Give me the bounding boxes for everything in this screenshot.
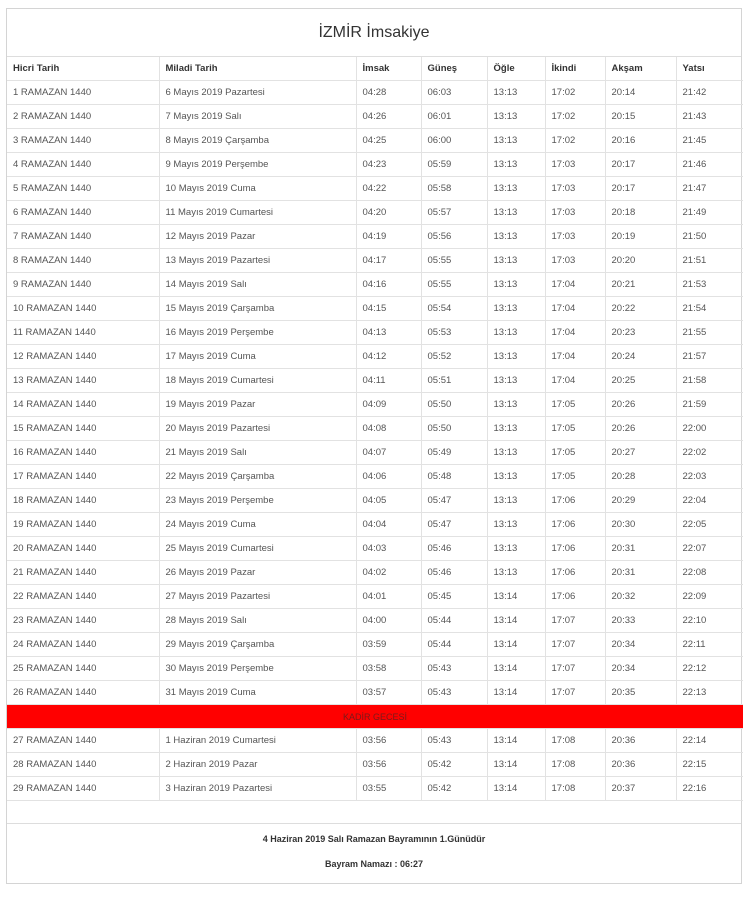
cell-gunes: 05:43 [421,681,487,705]
cell-aksam: 20:32 [605,585,676,609]
cell-ikindi: 17:06 [545,489,605,513]
cell-ogle: 13:14 [487,609,545,633]
cell-miladi-tarih: 23 Mayıs 2019 Perşembe [159,489,356,513]
cell-imsak: 04:13 [356,321,421,345]
cell-ikindi: 17:05 [545,441,605,465]
cell-imsak: 04:20 [356,201,421,225]
cell-ikindi: 17:04 [545,345,605,369]
cell-hicri-tarih: 14 RAMAZAN 1440 [7,393,159,417]
cell-ogle: 13:13 [487,441,545,465]
bayram-note: 4 Haziran 2019 Salı Ramazan Bayramının 1.Günüdür [262,834,486,844]
table-body [7,81,743,801]
cell-aksam: 20:31 [605,537,676,561]
cell-ogle: 13:14 [487,681,545,705]
cell-gunes: 05:57 [421,201,487,225]
table-row [7,465,743,489]
cell-miladi-tarih: 31 Mayıs 2019 Cuma [159,681,356,705]
column-header-yatsi: Yatsı [676,57,743,81]
cell-hicri-tarih: 3 RAMAZAN 1440 [7,129,159,153]
table-row [7,345,743,369]
cell-ikindi: 17:06 [545,537,605,561]
cell-ogle: 13:13 [487,129,545,153]
cell-ikindi: 17:07 [545,681,605,705]
cell-hicri-tarih: 18 RAMAZAN 1440 [7,489,159,513]
cell-aksam: 20:36 [605,753,676,777]
cell-miladi-tarih: 21 Mayıs 2019 Salı [159,441,356,465]
cell-ikindi: 17:04 [545,321,605,345]
cell-aksam: 20:28 [605,465,676,489]
cell-gunes: 05:46 [421,561,487,585]
cell-ogle: 13:13 [487,225,545,249]
cell-aksam: 20:16 [605,129,676,153]
cell-ogle: 13:13 [487,321,545,345]
cell-ogle: 13:13 [487,465,545,489]
cell-hicri-tarih: 20 RAMAZAN 1440 [7,537,159,561]
cell-yatsi: 21:51 [676,249,743,273]
cell-gunes: 05:55 [421,249,487,273]
cell-miladi-tarih: 7 Mayıs 2019 Salı [159,105,356,129]
column-header-ikindi: İkindi [545,57,605,81]
table-row [7,441,743,465]
cell-hicri-tarih: 22 RAMAZAN 1440 [7,585,159,609]
cell-ogle: 13:13 [487,201,545,225]
page-title: İZMİR İmsakiye [7,9,741,57]
cell-ikindi: 17:02 [545,129,605,153]
cell-miladi-tarih: 22 Mayıs 2019 Çarşamba [159,465,356,489]
cell-yatsi: 21:46 [676,153,743,177]
cell-ikindi: 17:03 [545,201,605,225]
cell-yatsi: 22:08 [676,561,743,585]
cell-ogle: 13:13 [487,417,545,441]
table-row [7,105,743,129]
cell-miladi-tarih: 2 Haziran 2019 Pazar [159,753,356,777]
table-row [7,561,743,585]
cell-yatsi: 21:59 [676,393,743,417]
imsakiye-table [7,57,743,801]
table-row [7,297,743,321]
cell-aksam: 20:37 [605,777,676,801]
cell-miladi-tarih: 18 Mayıs 2019 Cumartesi [159,369,356,393]
cell-imsak: 04:12 [356,345,421,369]
cell-ogle: 13:13 [487,105,545,129]
cell-gunes: 05:58 [421,177,487,201]
cell-imsak: 04:26 [356,105,421,129]
cell-imsak: 04:01 [356,585,421,609]
cell-gunes: 05:45 [421,585,487,609]
cell-imsak: 04:22 [356,177,421,201]
cell-aksam: 20:29 [605,489,676,513]
cell-ikindi: 17:02 [545,105,605,129]
cell-yatsi: 22:14 [676,729,743,753]
cell-gunes: 05:47 [421,489,487,513]
cell-ikindi: 17:08 [545,729,605,753]
cell-hicri-tarih: 23 RAMAZAN 1440 [7,609,159,633]
cell-aksam: 20:19 [605,225,676,249]
cell-gunes: 06:03 [421,81,487,105]
cell-ikindi: 17:08 [545,777,605,801]
cell-yatsi: 22:11 [676,633,743,657]
cell-aksam: 20:26 [605,393,676,417]
cell-imsak: 04:25 [356,129,421,153]
table-row [7,633,743,657]
cell-hicri-tarih: 5 RAMAZAN 1440 [7,177,159,201]
cell-hicri-tarih: 27 RAMAZAN 1440 [7,729,159,753]
cell-miladi-tarih: 8 Mayıs 2019 Çarşamba [159,129,356,153]
cell-miladi-tarih: 14 Mayıs 2019 Salı [159,273,356,297]
table-row [7,537,743,561]
cell-aksam: 20:36 [605,729,676,753]
cell-yatsi: 21:54 [676,297,743,321]
cell-aksam: 20:31 [605,561,676,585]
cell-imsak: 04:07 [356,441,421,465]
cell-yatsi: 21:57 [676,345,743,369]
column-header-aksam: Akşam [605,57,676,81]
cell-imsak: 04:03 [356,537,421,561]
cell-ikindi: 17:04 [545,369,605,393]
cell-miladi-tarih: 15 Mayıs 2019 Çarşamba [159,297,356,321]
cell-miladi-tarih: 26 Mayıs 2019 Pazar [159,561,356,585]
cell-yatsi: 22:16 [676,777,743,801]
cell-hicri-tarih: 11 RAMAZAN 1440 [7,321,159,345]
cell-miladi-tarih: 9 Mayıs 2019 Perşembe [159,153,356,177]
cell-ogle: 13:14 [487,585,545,609]
cell-imsak: 03:58 [356,657,421,681]
cell-ogle: 13:13 [487,561,545,585]
cell-gunes: 05:44 [421,633,487,657]
cell-yatsi: 22:04 [676,489,743,513]
cell-hicri-tarih: 6 RAMAZAN 1440 [7,201,159,225]
cell-gunes: 05:42 [421,777,487,801]
cell-miladi-tarih: 11 Mayıs 2019 Cumartesi [159,201,356,225]
cell-miladi-tarih: 30 Mayıs 2019 Perşembe [159,657,356,681]
cell-miladi-tarih: 3 Haziran 2019 Pazartesi [159,777,356,801]
cell-hicri-tarih: 15 RAMAZAN 1440 [7,417,159,441]
cell-hicri-tarih: 7 RAMAZAN 1440 [7,225,159,249]
cell-hicri-tarih: 9 RAMAZAN 1440 [7,273,159,297]
table-row [7,513,743,537]
imsakiye-panel [6,8,742,884]
cell-gunes: 05:44 [421,609,487,633]
cell-aksam: 20:17 [605,177,676,201]
cell-imsak: 04:00 [356,609,421,633]
cell-hicri-tarih: 26 RAMAZAN 1440 [7,681,159,705]
column-header-ogle: Öğle [487,57,545,81]
cell-ikindi: 17:07 [545,609,605,633]
cell-imsak: 03:56 [356,753,421,777]
cell-hicri-tarih: 28 RAMAZAN 1440 [7,753,159,777]
cell-ogle: 13:14 [487,777,545,801]
cell-miladi-tarih: 20 Mayıs 2019 Pazartesi [159,417,356,441]
cell-gunes: 05:43 [421,729,487,753]
cell-imsak: 04:16 [356,273,421,297]
cell-miladi-tarih: 10 Mayıs 2019 Cuma [159,177,356,201]
cell-imsak: 04:08 [356,417,421,441]
cell-yatsi: 22:12 [676,657,743,681]
table-row [7,681,743,705]
cell-imsak: 04:28 [356,81,421,105]
cell-yatsi: 22:15 [676,753,743,777]
cell-ogle: 13:13 [487,345,545,369]
cell-imsak: 03:59 [356,633,421,657]
cell-yatsi: 21:42 [676,81,743,105]
kadir-gecesi-row [7,705,743,729]
cell-miladi-tarih: 28 Mayıs 2019 Salı [159,609,356,633]
footer [7,834,741,869]
cell-yatsi: 21:50 [676,225,743,249]
cell-ogle: 13:13 [487,81,545,105]
cell-ogle: 13:14 [487,633,545,657]
cell-aksam: 20:15 [605,105,676,129]
cell-gunes: 05:55 [421,273,487,297]
cell-ogle: 13:13 [487,297,545,321]
table-row [7,729,743,753]
divider [7,801,741,824]
cell-ogle: 13:13 [487,249,545,273]
cell-imsak: 04:15 [356,297,421,321]
table-header [7,57,743,81]
cell-aksam: 20:24 [605,345,676,369]
table-row [7,393,743,417]
cell-hicri-tarih: 17 RAMAZAN 1440 [7,465,159,489]
cell-imsak: 04:02 [356,561,421,585]
cell-miladi-tarih: 25 Mayıs 2019 Cumartesi [159,537,356,561]
cell-miladi-tarih: 17 Mayıs 2019 Cuma [159,345,356,369]
cell-ogle: 13:13 [487,273,545,297]
cell-hicri-tarih: 8 RAMAZAN 1440 [7,249,159,273]
cell-aksam: 20:23 [605,321,676,345]
cell-hicri-tarih: 29 RAMAZAN 1440 [7,777,159,801]
cell-gunes: 05:56 [421,225,487,249]
cell-gunes: 05:54 [421,297,487,321]
cell-aksam: 20:22 [605,297,676,321]
cell-ogle: 13:14 [487,753,545,777]
cell-hicri-tarih: 21 RAMAZAN 1440 [7,561,159,585]
cell-yatsi: 21:55 [676,321,743,345]
cell-imsak: 04:11 [356,369,421,393]
cell-gunes: 05:49 [421,441,487,465]
cell-ikindi: 17:03 [545,249,605,273]
cell-aksam: 20:25 [605,369,676,393]
table-row [7,249,743,273]
cell-yatsi: 22:10 [676,609,743,633]
cell-ogle: 13:14 [487,657,545,681]
bayram-namazi: Bayram Namazı : 06:27 [324,859,424,869]
cell-hicri-tarih: 4 RAMAZAN 1440 [7,153,159,177]
cell-gunes: 05:53 [421,321,487,345]
cell-gunes: 05:50 [421,417,487,441]
kadir-gecesi-label: KADİR GECESİ [7,705,743,729]
column-header-imsak: İmsak [356,57,421,81]
cell-ikindi: 17:06 [545,585,605,609]
cell-ogle: 13:13 [487,489,545,513]
column-header-hicri-tarih: Hicri Tarih [7,57,159,81]
table-row [7,129,743,153]
cell-gunes: 06:01 [421,105,487,129]
table-row [7,489,743,513]
table-row [7,585,743,609]
cell-yatsi: 22:07 [676,537,743,561]
cell-miladi-tarih: 12 Mayıs 2019 Pazar [159,225,356,249]
cell-ogle: 13:14 [487,729,545,753]
cell-aksam: 20:18 [605,201,676,225]
table-row [7,657,743,681]
cell-yatsi: 22:05 [676,513,743,537]
cell-ogle: 13:13 [487,177,545,201]
cell-miladi-tarih: 6 Mayıs 2019 Pazartesi [159,81,356,105]
cell-aksam: 20:30 [605,513,676,537]
table-row [7,777,743,801]
cell-yatsi: 22:13 [676,681,743,705]
cell-ikindi: 17:05 [545,417,605,441]
cell-aksam: 20:35 [605,681,676,705]
cell-imsak: 03:57 [356,681,421,705]
cell-ikindi: 17:06 [545,561,605,585]
cell-imsak: 03:55 [356,777,421,801]
cell-gunes: 06:00 [421,129,487,153]
cell-aksam: 20:26 [605,417,676,441]
cell-miladi-tarih: 19 Mayıs 2019 Pazar [159,393,356,417]
cell-ikindi: 17:04 [545,297,605,321]
cell-gunes: 05:51 [421,369,487,393]
table-row [7,201,743,225]
cell-yatsi: 21:43 [676,105,743,129]
cell-gunes: 05:43 [421,657,487,681]
cell-miladi-tarih: 24 Mayıs 2019 Cuma [159,513,356,537]
cell-aksam: 20:17 [605,153,676,177]
column-header-gunes: Güneş [421,57,487,81]
header-row [7,57,743,81]
cell-yatsi: 22:00 [676,417,743,441]
cell-ogle: 13:13 [487,393,545,417]
cell-hicri-tarih: 16 RAMAZAN 1440 [7,441,159,465]
cell-ogle: 13:13 [487,513,545,537]
table-row [7,369,743,393]
cell-miladi-tarih: 13 Mayıs 2019 Pazartesi [159,249,356,273]
cell-ikindi: 17:03 [545,225,605,249]
cell-hicri-tarih: 13 RAMAZAN 1440 [7,369,159,393]
cell-imsak: 04:04 [356,513,421,537]
cell-miladi-tarih: 27 Mayıs 2019 Pazartesi [159,585,356,609]
cell-miladi-tarih: 16 Mayıs 2019 Perşembe [159,321,356,345]
cell-hicri-tarih: 24 RAMAZAN 1440 [7,633,159,657]
cell-yatsi: 22:02 [676,441,743,465]
table-row [7,225,743,249]
cell-ikindi: 17:04 [545,273,605,297]
cell-imsak: 04:06 [356,465,421,489]
cell-ikindi: 17:07 [545,633,605,657]
cell-aksam: 20:33 [605,609,676,633]
cell-ikindi: 17:07 [545,657,605,681]
cell-hicri-tarih: 19 RAMAZAN 1440 [7,513,159,537]
cell-imsak: 03:56 [356,729,421,753]
cell-yatsi: 21:53 [676,273,743,297]
cell-aksam: 20:20 [605,249,676,273]
table-row [7,417,743,441]
cell-ogle: 13:13 [487,369,545,393]
cell-yatsi: 22:03 [676,465,743,489]
cell-hicri-tarih: 2 RAMAZAN 1440 [7,105,159,129]
cell-ikindi: 17:08 [545,753,605,777]
cell-imsak: 04:19 [356,225,421,249]
cell-aksam: 20:14 [605,81,676,105]
cell-ikindi: 17:06 [545,513,605,537]
cell-ogle: 13:13 [487,153,545,177]
cell-gunes: 05:48 [421,465,487,489]
cell-gunes: 05:50 [421,393,487,417]
cell-yatsi: 21:45 [676,129,743,153]
cell-ogle: 13:13 [487,537,545,561]
table-row [7,609,743,633]
cell-gunes: 05:52 [421,345,487,369]
column-header-miladi-tarih: Miladi Tarih [159,57,356,81]
cell-imsak: 04:17 [356,249,421,273]
cell-hicri-tarih: 25 RAMAZAN 1440 [7,657,159,681]
cell-miladi-tarih: 29 Mayıs 2019 Çarşamba [159,633,356,657]
cell-yatsi: 21:49 [676,201,743,225]
cell-ikindi: 17:05 [545,393,605,417]
cell-aksam: 20:34 [605,657,676,681]
cell-ikindi: 17:03 [545,177,605,201]
table-row [7,153,743,177]
cell-gunes: 05:47 [421,513,487,537]
cell-ikindi: 17:05 [545,465,605,489]
cell-hicri-tarih: 10 RAMAZAN 1440 [7,297,159,321]
cell-yatsi: 21:58 [676,369,743,393]
cell-imsak: 04:09 [356,393,421,417]
cell-gunes: 05:59 [421,153,487,177]
cell-hicri-tarih: 1 RAMAZAN 1440 [7,81,159,105]
table-row [7,321,743,345]
cell-gunes: 05:42 [421,753,487,777]
cell-ikindi: 17:03 [545,153,605,177]
cell-miladi-tarih: 1 Haziran 2019 Cumartesi [159,729,356,753]
table-row [7,81,743,105]
cell-imsak: 04:05 [356,489,421,513]
cell-hicri-tarih: 12 RAMAZAN 1440 [7,345,159,369]
cell-yatsi: 22:09 [676,585,743,609]
table-row [7,753,743,777]
cell-gunes: 05:46 [421,537,487,561]
table-row [7,273,743,297]
table-row [7,177,743,201]
cell-yatsi: 21:47 [676,177,743,201]
cell-ikindi: 17:02 [545,81,605,105]
cell-aksam: 20:27 [605,441,676,465]
cell-aksam: 20:21 [605,273,676,297]
cell-aksam: 20:34 [605,633,676,657]
cell-imsak: 04:23 [356,153,421,177]
